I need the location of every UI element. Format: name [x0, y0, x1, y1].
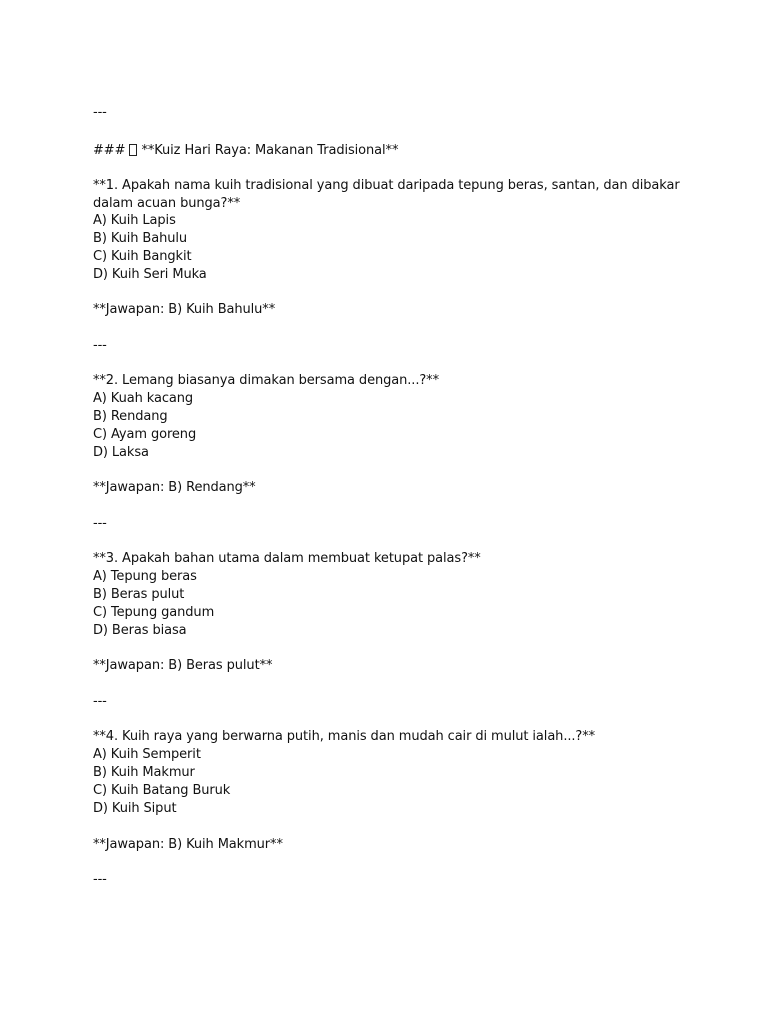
question-2-option-c: C) Ayam goreng [93, 427, 197, 442]
question-2-text: **2. Lemang biasanya dimakan bersama dengan...?** [93, 373, 439, 388]
question-4-option-a: A) Kuih Semperit [93, 747, 201, 762]
question-1-option-b: B) Kuih Bahulu [93, 231, 188, 246]
question-1-answer: **Jawapan: B) Kuih Bahulu** [93, 302, 276, 317]
separator: --- [93, 338, 107, 353]
question-4-text: **4. Kuih raya yang berwarna putih, manis dan mudah cair di mulut ialah...?** [93, 729, 596, 744]
question-1-option-a: A) Kuih Lapis [93, 213, 176, 228]
question-3-option-d: D) Beras biasa [93, 623, 187, 638]
question-2-answer: **Jawapan: B) Rendang** [93, 480, 256, 495]
heading-markdown-prefix: ### [93, 143, 130, 158]
question-4-option-b: B) Kuih Makmur [93, 765, 195, 780]
question-3-option-b: B) Beras pulut [93, 587, 185, 602]
quiz-heading [93, 142, 398, 160]
heading-title: **Kuiz Hari Raya: Makanan Tradisional** [137, 143, 399, 158]
separator: --- [93, 105, 107, 120]
question-1-text-line-1: **1. Apakah nama kuih tradisional yang dibuat daripada tepung beras, santan, dan dibakar [93, 178, 680, 193]
question-1-option-c: C) Kuih Bangkit [93, 249, 192, 264]
question-3-option-a: A) Tepung beras [93, 569, 197, 584]
question-4-answer: **Jawapan: B) Kuih Makmur** [93, 837, 283, 852]
separator: --- [93, 516, 107, 531]
question-3-option-c: C) Tepung gandum [93, 605, 215, 620]
question-3-text: **3. Apakah bahan utama dalam membuat ketupat palas?** [93, 551, 481, 566]
question-4-option-d: D) Kuih Siput [93, 801, 177, 816]
separator: --- [93, 872, 107, 887]
question-3-answer: **Jawapan: B) Beras pulut** [93, 658, 273, 673]
question-2-option-b: B) Rendang [93, 409, 168, 424]
question-1-text-line-2: dalam acuan bunga?** [93, 196, 241, 211]
question-4-option-c: C) Kuih Batang Buruk [93, 783, 231, 798]
question-2-option-a: A) Kuah kacang [93, 391, 194, 406]
question-1-option-d: D) Kuih Seri Muka [93, 267, 207, 282]
separator: --- [93, 694, 107, 709]
question-2-option-d: D) Laksa [93, 445, 149, 460]
